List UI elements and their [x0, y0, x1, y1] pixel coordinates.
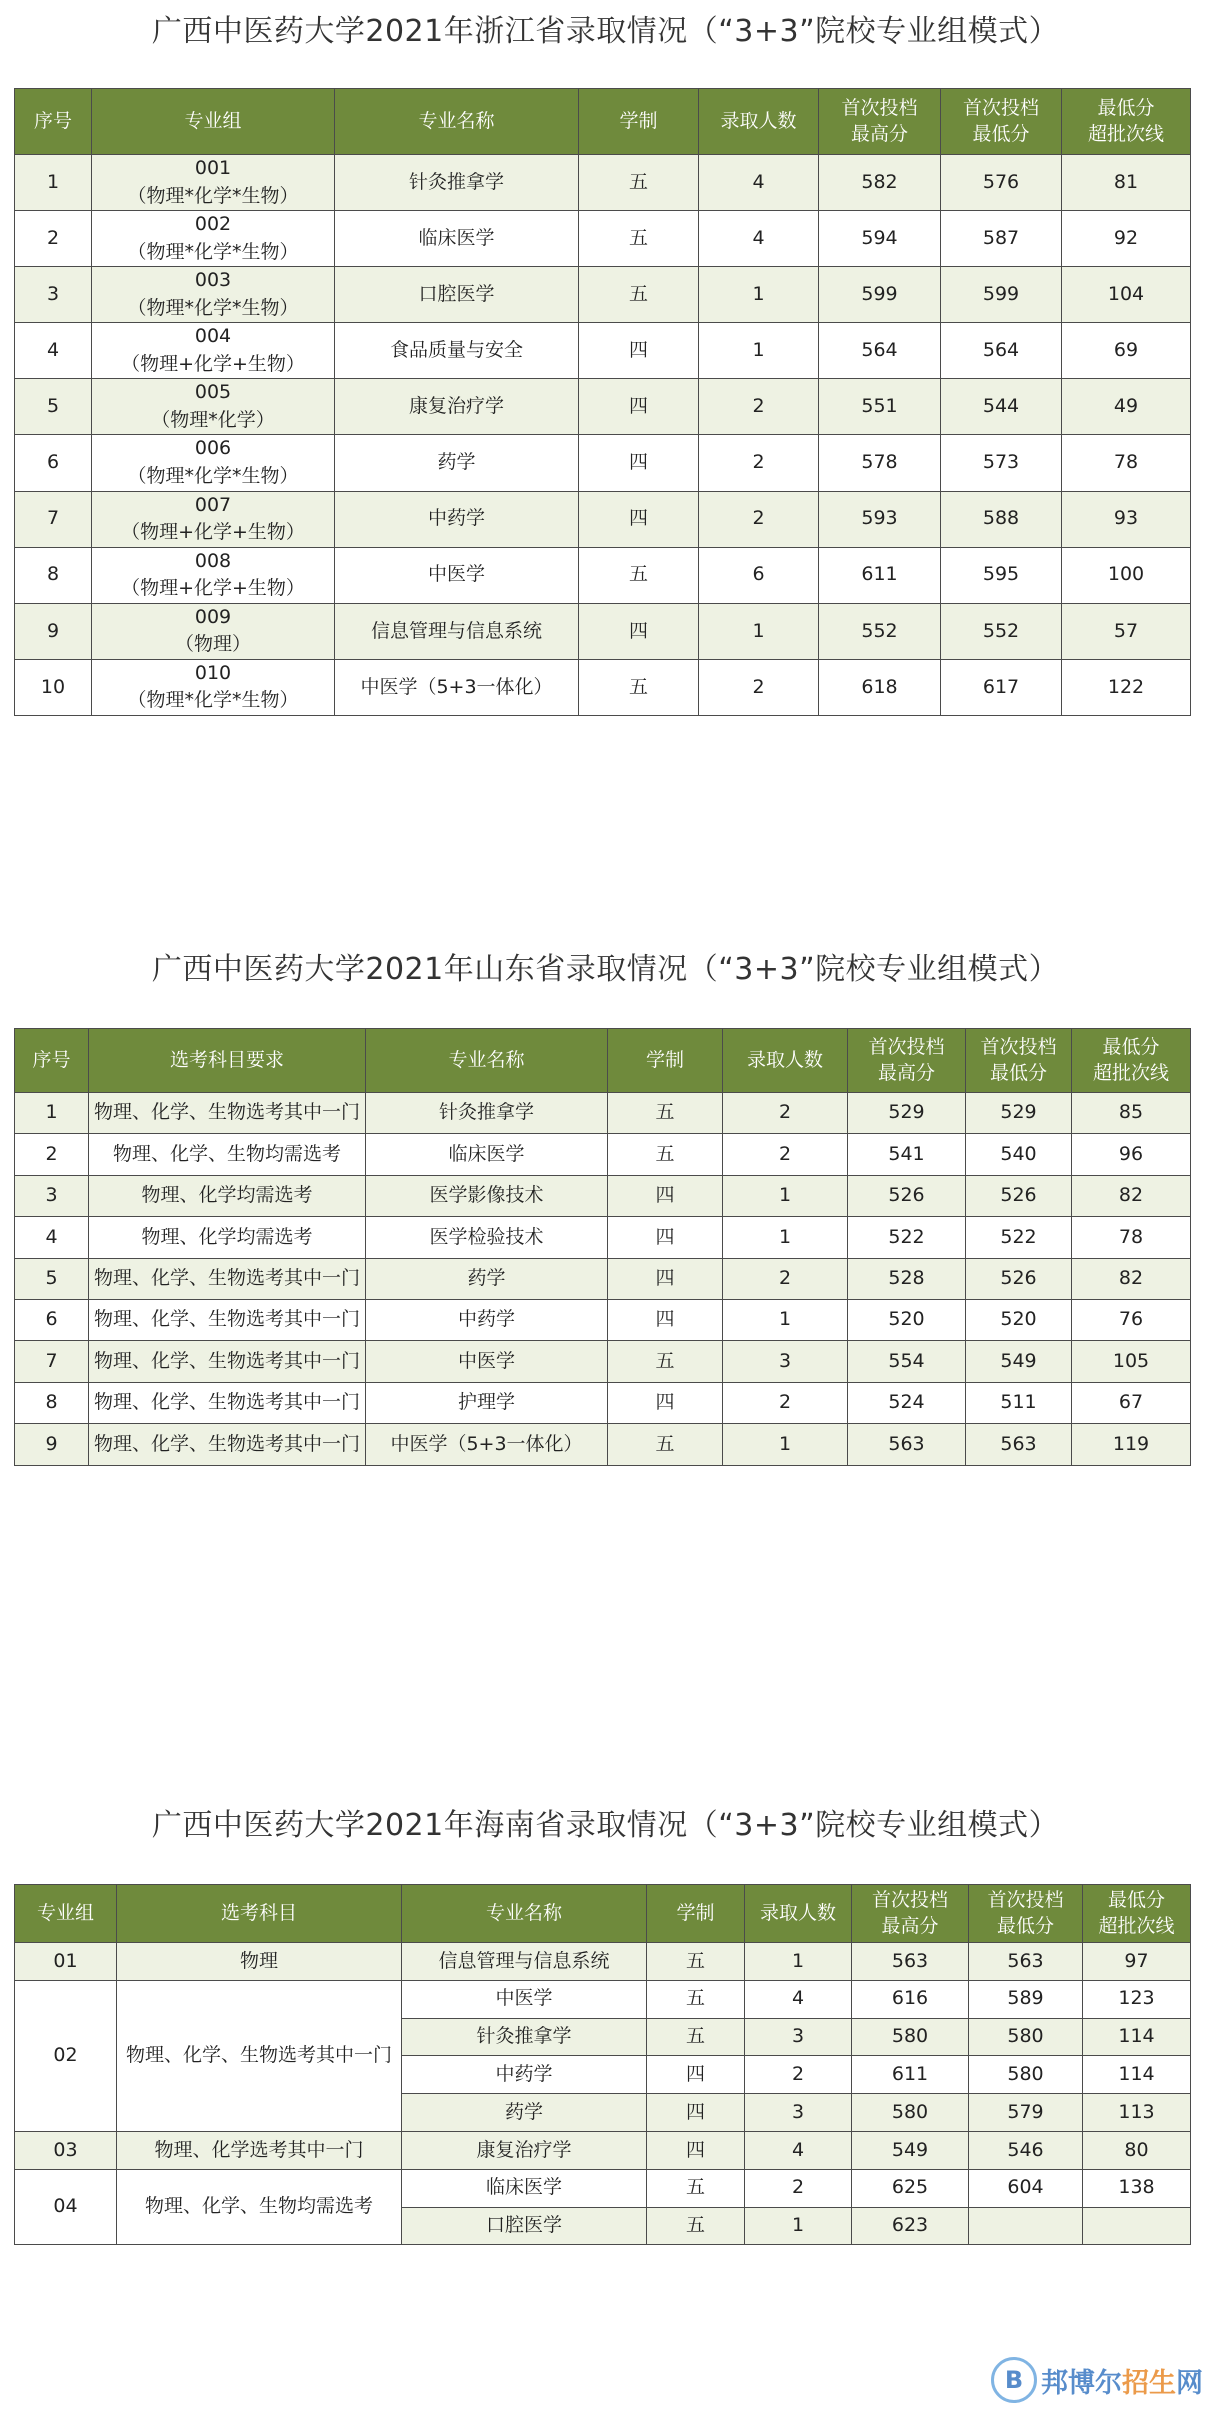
header-row: [15, 1029, 1191, 1093]
cell-max: 578: [819, 435, 941, 491]
table-row: [15, 1424, 1191, 1465]
cell-req: 物理、化学、生物选考其中一门: [89, 1258, 366, 1299]
cell-over: 69: [1062, 323, 1191, 379]
cell-max: 522: [848, 1217, 966, 1258]
cell-min: 573: [941, 435, 1062, 491]
cell-req: 物理、化学、生物选考其中一门: [89, 1299, 366, 1340]
column-header: 专业组: [92, 89, 335, 155]
cell-max: 529: [848, 1093, 966, 1134]
cell-count: 2: [699, 379, 819, 435]
cell-over: 81: [1062, 155, 1191, 211]
cell-years: 四: [647, 2131, 745, 2169]
cell-major: 临床医学: [402, 2169, 647, 2207]
cell-years: 五: [579, 211, 699, 267]
cell-over: 100: [1062, 547, 1191, 603]
column-header: 学制: [608, 1029, 723, 1093]
cell-count: 2: [699, 435, 819, 491]
cell-group: 008 （物理+化学+生物）: [92, 547, 335, 603]
cell-max: 594: [819, 211, 941, 267]
cell-years: 五: [608, 1134, 723, 1175]
cell-over: 82: [1072, 1258, 1191, 1299]
cell-max: 593: [819, 491, 941, 547]
cell-min: 563: [966, 1424, 1072, 1465]
cell-major: 医学检验技术: [366, 1217, 608, 1258]
column-header: 录取人数: [723, 1029, 848, 1093]
cell-years: 四: [608, 1382, 723, 1423]
cell-subjects: 物理、化学、生物均需选考: [117, 2169, 402, 2245]
cell-major: 医学影像技术: [366, 1175, 608, 1216]
cell-years: 五: [647, 1980, 745, 2018]
cell-req: 物理、化学、生物均需选考: [89, 1134, 366, 1175]
cell-count: 1: [723, 1175, 848, 1216]
cell-years: 五: [579, 547, 699, 603]
cell-years: 五: [647, 2169, 745, 2207]
cell-req: 物理、化学、生物选考其中一门: [89, 1424, 366, 1465]
table-row: [15, 1093, 1191, 1134]
cell-over: 93: [1062, 491, 1191, 547]
cell-req: 物理、化学、生物选考其中一门: [89, 1341, 366, 1382]
cell-years: 五: [647, 2207, 745, 2245]
shandong-table: [14, 1028, 1191, 1466]
cell-min: 563: [969, 1943, 1083, 1981]
table-row: [15, 323, 1191, 379]
table-row: [15, 547, 1191, 603]
cell-min: 564: [941, 323, 1062, 379]
cell-min: 599: [941, 267, 1062, 323]
table-row: [15, 2169, 1191, 2207]
cell-major: 药学: [335, 435, 579, 491]
cell-group: 005 （物理*化学）: [92, 379, 335, 435]
cell-years: 四: [608, 1217, 723, 1258]
cell-count: 1: [723, 1299, 848, 1340]
cell-major: 康复治疗学: [335, 379, 579, 435]
cell-count: 2: [745, 2169, 852, 2207]
cell-group: 02: [15, 1980, 117, 2131]
cell-count: 1: [699, 603, 819, 659]
cell-count: 4: [699, 211, 819, 267]
table-row: [15, 1299, 1191, 1340]
cell-no: 6: [15, 1299, 89, 1340]
cell-over: 104: [1062, 267, 1191, 323]
table-row: [15, 1217, 1191, 1258]
cell-no: 5: [15, 1258, 89, 1299]
table-row: [15, 603, 1191, 659]
cell-major: 临床医学: [366, 1134, 608, 1175]
watermark: [991, 2356, 1203, 2404]
cell-min: 511: [966, 1382, 1072, 1423]
cell-years: 五: [608, 1093, 723, 1134]
cell-major: 护理学: [366, 1382, 608, 1423]
table-row: [15, 1258, 1191, 1299]
column-header: 序号: [15, 89, 92, 155]
cell-years: 四: [579, 603, 699, 659]
cell-no: 8: [15, 1382, 89, 1423]
column-header: 首次投档 最高分: [819, 89, 941, 155]
cell-no: 8: [15, 547, 92, 603]
cell-min: 580: [969, 2056, 1083, 2094]
cell-max: 563: [852, 1943, 969, 1981]
cell-group: 04: [15, 2169, 117, 2245]
cell-max: 623: [852, 2207, 969, 2245]
cell-count: 4: [745, 1980, 852, 2018]
cell-group: 004 （物理+化学+生物）: [92, 323, 335, 379]
cell-max: 564: [819, 323, 941, 379]
cell-no: 3: [15, 267, 92, 323]
cell-max: 580: [852, 2018, 969, 2056]
column-header: 专业组: [15, 1885, 117, 1943]
cell-no: 7: [15, 491, 92, 547]
table-row: [15, 2131, 1191, 2169]
cell-group: 003 （物理*化学*生物）: [92, 267, 335, 323]
table-row: [15, 267, 1191, 323]
column-header: 首次投档 最低分: [966, 1029, 1072, 1093]
cell-group: 010 （物理*化学*生物）: [92, 659, 335, 715]
cell-over: 138: [1083, 2169, 1191, 2207]
cell-req: 物理、化学、生物选考其中一门: [89, 1093, 366, 1134]
cell-over: 113: [1083, 2094, 1191, 2132]
cell-no: 7: [15, 1341, 89, 1382]
cell-max: 549: [852, 2131, 969, 2169]
cell-major: 食品质量与安全: [335, 323, 579, 379]
cell-major: 针灸推拿学: [335, 155, 579, 211]
cell-min: 588: [941, 491, 1062, 547]
cell-max: 618: [819, 659, 941, 715]
hainan-table: [14, 1884, 1191, 2245]
cell-major: 药学: [366, 1258, 608, 1299]
column-header: 最低分 超批次线: [1062, 89, 1191, 155]
cell-major: 中医学（5+3一体化）: [366, 1424, 608, 1465]
cell-count: 1: [699, 323, 819, 379]
column-header: 首次投档 最高分: [848, 1029, 966, 1093]
cell-years: 五: [579, 267, 699, 323]
table-row: [15, 1943, 1191, 1981]
cell-count: 1: [745, 1943, 852, 1981]
watermark-logo-icon: B: [991, 2357, 1037, 2403]
cell-min: 576: [941, 155, 1062, 211]
zhejiang-table: [14, 88, 1191, 716]
cell-no: 6: [15, 435, 92, 491]
cell-years: 四: [608, 1299, 723, 1340]
cell-max: 552: [819, 603, 941, 659]
cell-min: 595: [941, 547, 1062, 603]
cell-no: 9: [15, 603, 92, 659]
cell-no: 1: [15, 155, 92, 211]
table-row: [15, 1341, 1191, 1382]
cell-major: 康复治疗学: [402, 2131, 647, 2169]
cell-major: 口腔医学: [335, 267, 579, 323]
cell-major: 中医学（5+3一体化）: [335, 659, 579, 715]
cell-over: 82: [1072, 1175, 1191, 1216]
cell-min: 540: [966, 1134, 1072, 1175]
table-row: [15, 155, 1191, 211]
cell-over: 92: [1062, 211, 1191, 267]
column-header: 学制: [647, 1885, 745, 1943]
cell-count: 3: [745, 2018, 852, 2056]
cell-major: 针灸推拿学: [366, 1093, 608, 1134]
column-header: 首次投档 最低分: [941, 89, 1062, 155]
cell-min: 526: [966, 1258, 1072, 1299]
cell-max: 563: [848, 1424, 966, 1465]
cell-over: 114: [1083, 2056, 1191, 2094]
cell-major: 中医学: [335, 547, 579, 603]
column-header: 专业名称: [402, 1885, 647, 1943]
cell-max: 551: [819, 379, 941, 435]
column-header: 专业名称: [366, 1029, 608, 1093]
cell-max: 528: [848, 1258, 966, 1299]
cell-count: 4: [745, 2131, 852, 2169]
cell-max: 582: [819, 155, 941, 211]
cell-over: 80: [1083, 2131, 1191, 2169]
cell-years: 五: [579, 155, 699, 211]
cell-count: 2: [723, 1093, 848, 1134]
cell-major: 针灸推拿学: [402, 2018, 647, 2056]
cell-count: 2: [723, 1382, 848, 1423]
cell-count: 3: [723, 1341, 848, 1382]
hainan-title: 广西中医药大学2021年海南省录取情况（“3+3”院校专业组模式）: [151, 1808, 1060, 1843]
cell-major: 信息管理与信息系统: [402, 1943, 647, 1981]
column-header: 专业名称: [335, 89, 579, 155]
header-row: [15, 1885, 1191, 1943]
column-header: 首次投档 最高分: [852, 1885, 969, 1943]
cell-major: 口腔医学: [402, 2207, 647, 2245]
cell-min: 549: [966, 1341, 1072, 1382]
cell-years: 四: [647, 2056, 745, 2094]
cell-over: 119: [1072, 1424, 1191, 1465]
cell-min: 552: [941, 603, 1062, 659]
cell-group: 009 （物理）: [92, 603, 335, 659]
cell-over: 97: [1083, 1943, 1191, 1981]
cell-years: 四: [579, 491, 699, 547]
cell-group: 001 （物理*化学*生物）: [92, 155, 335, 211]
cell-count: 2: [699, 491, 819, 547]
cell-group: 002 （物理*化学*生物）: [92, 211, 335, 267]
cell-subjects: 物理: [117, 1943, 402, 1981]
cell-group: 01: [15, 1943, 117, 1981]
cell-subjects: 物理、化学、生物选考其中一门: [117, 1980, 402, 2131]
cell-major: 中药学: [402, 2056, 647, 2094]
cell-max: 625: [852, 2169, 969, 2207]
cell-count: 2: [745, 2056, 852, 2094]
cell-min: 520: [966, 1299, 1072, 1340]
shandong-title: 广西中医药大学2021年山东省录取情况（“3+3”院校专业组模式）: [151, 952, 1060, 987]
cell-over: 78: [1072, 1217, 1191, 1258]
cell-major: 中药学: [366, 1299, 608, 1340]
cell-no: 10: [15, 659, 92, 715]
cell-over: [1083, 2207, 1191, 2245]
cell-no: 2: [15, 211, 92, 267]
cell-group: 03: [15, 2131, 117, 2169]
cell-years: 四: [608, 1175, 723, 1216]
table-row: [15, 659, 1191, 715]
cell-major: 中医学: [402, 1980, 647, 2018]
cell-years: 五: [579, 659, 699, 715]
cell-major: 药学: [402, 2094, 647, 2132]
cell-years: 四: [579, 323, 699, 379]
table-row: [15, 435, 1191, 491]
cell-over: 76: [1072, 1299, 1191, 1340]
column-header: 学制: [579, 89, 699, 155]
cell-over: 78: [1062, 435, 1191, 491]
cell-min: 526: [966, 1175, 1072, 1216]
zhejiang-title: 广西中医药大学2021年浙江省录取情况（“3+3”院校专业组模式）: [151, 14, 1060, 49]
cell-count: 1: [699, 267, 819, 323]
cell-over: 67: [1072, 1382, 1191, 1423]
cell-over: 85: [1072, 1093, 1191, 1134]
cell-years: 四: [579, 379, 699, 435]
cell-max: 580: [852, 2094, 969, 2132]
table-row: [15, 1175, 1191, 1216]
cell-min: 604: [969, 2169, 1083, 2207]
table-row: [15, 1382, 1191, 1423]
cell-years: 五: [647, 1943, 745, 1981]
cell-count: 3: [745, 2094, 852, 2132]
column-header: 录取人数: [699, 89, 819, 155]
cell-max: 616: [852, 1980, 969, 2018]
cell-no: 4: [15, 1217, 89, 1258]
cell-over: 123: [1083, 1980, 1191, 2018]
cell-group: 007 （物理+化学+生物）: [92, 491, 335, 547]
column-header: 录取人数: [745, 1885, 852, 1943]
cell-no: 9: [15, 1424, 89, 1465]
cell-min: 522: [966, 1217, 1072, 1258]
cell-count: 6: [699, 547, 819, 603]
watermark-text: 邦博尔招生网: [1041, 2367, 1203, 2399]
cell-no: 5: [15, 379, 92, 435]
cell-count: 2: [699, 659, 819, 715]
cell-min: 579: [969, 2094, 1083, 2132]
cell-max: 611: [819, 547, 941, 603]
table-row: [15, 379, 1191, 435]
cell-max: 541: [848, 1134, 966, 1175]
cell-over: 96: [1072, 1134, 1191, 1175]
column-header: 最低分 超批次线: [1072, 1029, 1191, 1093]
cell-no: 2: [15, 1134, 89, 1175]
table-row: [15, 1980, 1191, 2018]
column-header: 最低分 超批次线: [1083, 1885, 1191, 1943]
cell-no: 1: [15, 1093, 89, 1134]
cell-min: 544: [941, 379, 1062, 435]
cell-subjects: 物理、化学选考其中一门: [117, 2131, 402, 2169]
cell-max: 526: [848, 1175, 966, 1216]
cell-count: 2: [723, 1258, 848, 1299]
cell-min: 617: [941, 659, 1062, 715]
cell-years: 五: [647, 2018, 745, 2056]
column-header: 序号: [15, 1029, 89, 1093]
cell-no: 3: [15, 1175, 89, 1216]
cell-max: 524: [848, 1382, 966, 1423]
table-row: [15, 211, 1191, 267]
cell-years: 四: [647, 2094, 745, 2132]
cell-min: 529: [966, 1093, 1072, 1134]
cell-req: 物理、化学、生物选考其中一门: [89, 1382, 366, 1423]
cell-over: 114: [1083, 2018, 1191, 2056]
cell-major: 中医学: [366, 1341, 608, 1382]
cell-max: 611: [852, 2056, 969, 2094]
cell-req: 物理、化学均需选考: [89, 1217, 366, 1258]
cell-major: 临床医学: [335, 211, 579, 267]
cell-min: 546: [969, 2131, 1083, 2169]
cell-major: 信息管理与信息系统: [335, 603, 579, 659]
column-header: 首次投档 最低分: [969, 1885, 1083, 1943]
cell-years: 五: [608, 1424, 723, 1465]
cell-over: 122: [1062, 659, 1191, 715]
cell-min: 589: [969, 1980, 1083, 2018]
cell-req: 物理、化学均需选考: [89, 1175, 366, 1216]
cell-over: 105: [1072, 1341, 1191, 1382]
cell-count: 2: [723, 1134, 848, 1175]
cell-count: 1: [723, 1424, 848, 1465]
column-header: 选考科目: [117, 1885, 402, 1943]
cell-no: 4: [15, 323, 92, 379]
cell-min: 580: [969, 2018, 1083, 2056]
cell-min: 587: [941, 211, 1062, 267]
cell-max: 520: [848, 1299, 966, 1340]
cell-min: [969, 2207, 1083, 2245]
cell-max: 599: [819, 267, 941, 323]
column-header: 选考科目要求: [89, 1029, 366, 1093]
header-row: [15, 89, 1191, 155]
table-row: [15, 491, 1191, 547]
cell-over: 57: [1062, 603, 1191, 659]
cell-years: 四: [608, 1258, 723, 1299]
cell-years: 四: [579, 435, 699, 491]
table-row: [15, 1134, 1191, 1175]
cell-group: 006 （物理*化学*生物）: [92, 435, 335, 491]
cell-count: 4: [699, 155, 819, 211]
cell-major: 中药学: [335, 491, 579, 547]
cell-max: 554: [848, 1341, 966, 1382]
cell-count: 1: [723, 1217, 848, 1258]
cell-over: 49: [1062, 379, 1191, 435]
cell-count: 1: [745, 2207, 852, 2245]
cell-years: 五: [608, 1341, 723, 1382]
